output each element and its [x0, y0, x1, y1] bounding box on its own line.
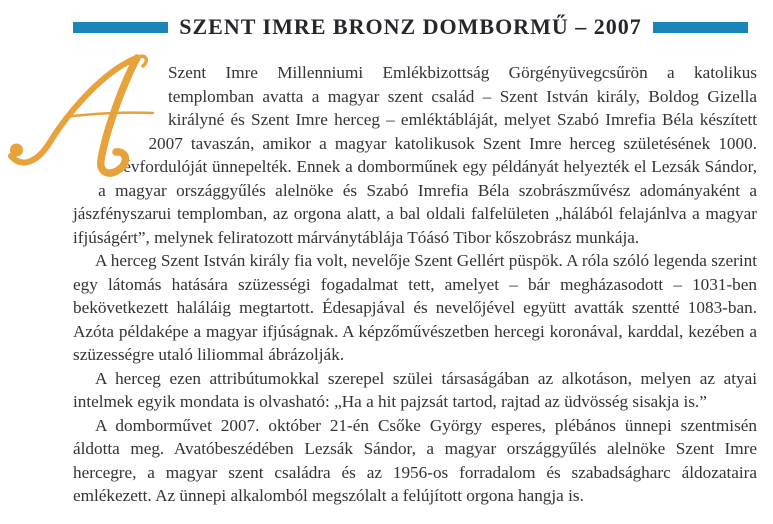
paragraph-4: A domborművet 2007. október 21-én Csőke György esperes, plébános ünnepi szentmisén áldotta meg. Avatóbeszédében Lezsák Sándor, a magyar országgyűlés alelnöke Szent Imre hercegre, a magyar szent családra és az 1956-os forradalom és szabadságharc áldozataira emlékezett. Az ünnepi alkalomból megszólalt a felújított orgona hangja is. — [73, 415, 757, 505]
title-rule-left — [73, 22, 168, 33]
paragraph-1 — [73, 61, 757, 249]
paragraph-1-text: Szent Imre Millenniumi Emlékbizottság Görgényüvegcsűrön a katolikus templomban avatta a magyar szent család – Szent István király, Boldog Gizella királyné és Szent Imre herceg – emléktábláját, melyet Szabó Imrefia Béla készített 2007 tavaszán, amikor a magyar katolikusok Szent Imre herceg születésének 1000. évfordulóját ünnepelték. Ennek a domborműnek egy példányát helyezték el Lezsák Sándor, a magyar országgyűlés alelnöke és Szabó Imrefia Béla szobrászművész adományaként a jászfényszarui templomban, az orgona alatt, a bal oldali falfelületen „hálából felajánlva a magyar ifjúságért”, melynek feliratozott márványtáblája Tóásó Tibor kőszobrász munkája. — [73, 63, 757, 247]
paragraph-3: A herceg ezen attribútumokkal szerepel szülei társaságában az alkotáson, melyen az atyai intelmek egyik mondata is olvasható: „Ha a hit pajzsát tartod, rajtad az üdvösség sisakja is.” — [73, 368, 757, 411]
paragraph-2: A herceg Szent István király fia volt, nevelője Szent Gellért püspök. A róla szóló legenda szerint egy látomás hatására szüzességi fogadalmat tett, amelyet – bár megházasodott – 1031-ben bekövetkezett haláláig megtartott. Édesapjával és nevelőjével együtt avatták szentté 1083-ban. Azóta példaképe a magyar ifjúságnak. A képzőművészetben hercegi koronával, karddal, kezében a szüzességre utaló liliommal ábrázolják. — [73, 251, 758, 364]
title-rule-right — [653, 22, 748, 33]
drop-cap-hidden-text — [168, 61, 169, 62]
page-title: SZENT IMRE BRONZ DOMBORMŰ – 2007 — [179, 14, 642, 39]
article-body — [73, 61, 757, 508]
title-band — [0, 0, 773, 40]
